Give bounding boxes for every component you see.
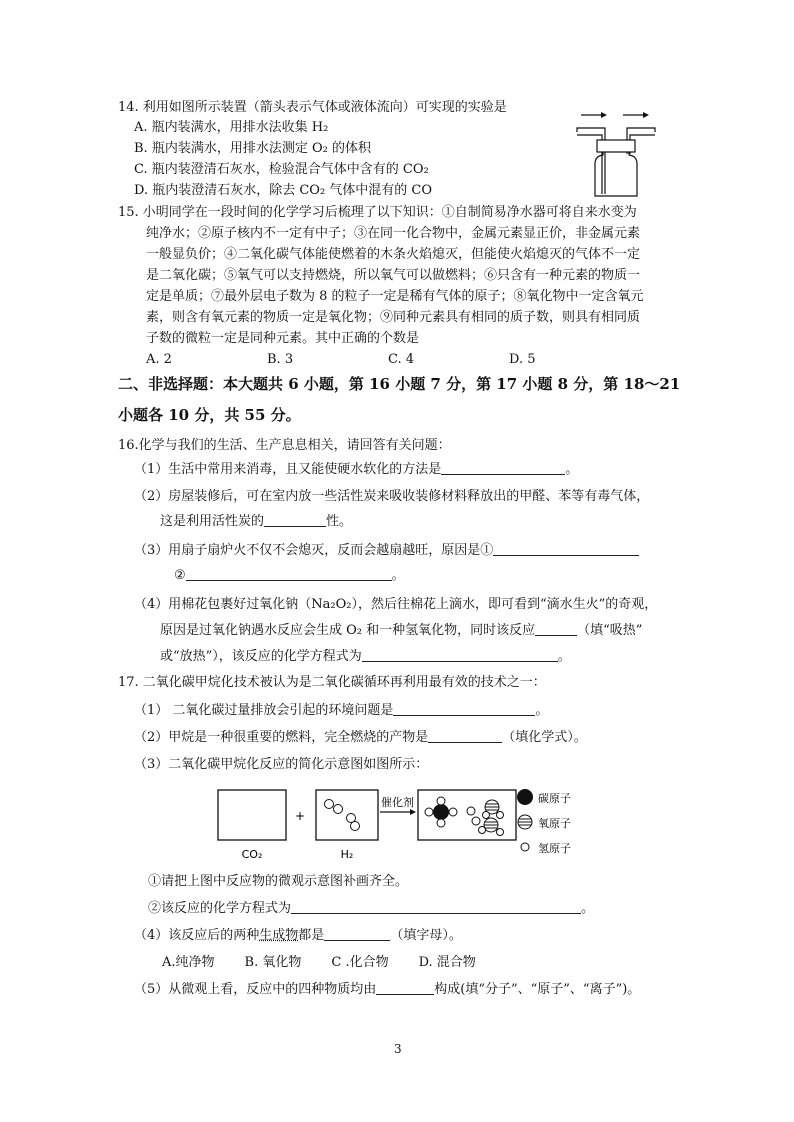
h-atom xyxy=(497,829,504,836)
legend-carbon-label: 碳原子 xyxy=(538,792,571,805)
q16-part-2-blank[interactable] xyxy=(264,512,326,527)
q17-part-4-options xyxy=(162,953,506,973)
q15-line-7: 子数的微粒一定是同种元素。其中正确的个数是 xyxy=(146,331,420,346)
q16-part-4c: 或“放热”），该反应的化学方程式为 。 xyxy=(160,649,571,664)
q17-part-2 xyxy=(134,728,587,748)
q14-option-b: B. 瓶内装满水，用排水法测定 O₂ 的体积 xyxy=(134,141,371,156)
q16-part-2b-end: 性。 xyxy=(326,514,353,529)
q16-part-1: （1）生活中常用来消毒，且又能使硬水软化的方法是 。 xyxy=(134,462,579,477)
q16-part-4c-text: 或“放热”），该反应的化学方程式为 xyxy=(160,649,362,664)
q15-line-6: 素，则含有氧元素的物质一定是氧化物；⑨同种元素具有相同的质子数，则具有相同质 xyxy=(146,310,641,325)
h-atom xyxy=(497,812,504,819)
q16-part-3-blank-1[interactable] xyxy=(493,541,639,556)
page-number: 3 xyxy=(394,1042,402,1056)
q17-part-4-pre: （4）该反应后的两种 xyxy=(134,928,260,943)
q16-part-1-blank[interactable] xyxy=(441,460,565,475)
h-atom xyxy=(449,808,457,816)
q16-part-3b: ② 。 xyxy=(174,568,405,583)
q17-part-2-blank[interactable] xyxy=(428,728,502,743)
legend-hydrogen-symbol xyxy=(521,843,529,851)
h-atom xyxy=(437,797,445,805)
legend-oxygen-label: 氧原子 xyxy=(538,817,571,830)
q16-part-2a: （2）房屋装修后，可在室内放一些活性炭来吸收装修材料释放出的甲醛、苯等有毒气体， xyxy=(134,489,650,504)
catalyst-label: 催化剂 xyxy=(381,796,414,809)
q16-part-1-text: （1）生活中常用来消毒，且又能使硬水软化的方法是 xyxy=(134,462,442,477)
q15-line-3: 一般显负价；④二氧化碳气体能使燃着的木条火焰熄灭，但能使火焰熄灭的气体不一定 xyxy=(146,247,641,262)
q17-part-5-text: （5）从微观上看，反应中的四种物质均由 xyxy=(134,982,377,997)
h-atom xyxy=(334,805,343,814)
q16-part-4b xyxy=(160,621,642,641)
q16-part-2b-text: 这是利用活性炭的 xyxy=(160,514,265,529)
q16-part-4b-end: （填“吸热” xyxy=(577,623,643,638)
co2-label: CO₂ xyxy=(241,848,263,861)
q14-option-c: C. 瓶内装澄清石灰水，检验混合气体中含有的 CO₂ xyxy=(134,162,429,177)
q16-stem: 16.化学与我们的生活、生产息息相关，请回答有关问题： xyxy=(118,438,451,453)
q17-part-1-blank[interactable] xyxy=(393,701,535,716)
q17-sub-1: ①请把上图中反应物的微观示意图补画齐全。 xyxy=(148,874,409,889)
plus-sign: + xyxy=(294,809,306,823)
q16-part-2b xyxy=(160,512,352,532)
section-heading-line-1: 二、非选择题：本大题共 6 小题，第 16 小题 7 分，第 17 小题 8 分，第 18～21 xyxy=(118,375,681,393)
q17-stem: 17. 二氧化碳甲烷化技术被认为是二氧化碳循环再利用最有效的技术之一： xyxy=(118,675,546,690)
q17-part-4-blank[interactable] xyxy=(324,926,390,941)
q14-stem: 14. 利用如图所示装置（箭头表示气体或液体流向）可实现的实验是 xyxy=(118,100,507,115)
q17-part-2-text: （2）甲烷是一种很重要的燃料，完全燃烧的产物是 xyxy=(134,730,429,745)
q16-part-3a xyxy=(134,541,639,561)
q16-part-4-blank-1[interactable] xyxy=(535,621,577,636)
q17-part-5 xyxy=(134,980,640,1000)
h-atom xyxy=(437,819,445,827)
h-atom xyxy=(472,817,480,825)
h-atom xyxy=(325,800,334,809)
q16-part-3-blank-2[interactable] xyxy=(186,566,392,581)
q17-option-a: A.纯净物 xyxy=(162,955,215,970)
q17-part-2-end: （填化学式）。 xyxy=(502,730,587,745)
q16-part-3a-text: （3）用扇子扇炉火不仅不会熄灭，反而会越扇越旺，原因是① xyxy=(134,543,494,558)
q14-option-a: A. 瓶内装满水，用排水法收集 H₂ xyxy=(134,120,329,135)
q15-option-a: A. 2 xyxy=(146,352,172,367)
h2-label: H₂ xyxy=(340,848,354,861)
q17-part-4-post: 都是 xyxy=(298,928,325,943)
q17-sub-2: ②该反应的化学方程式为 。 xyxy=(148,901,595,916)
q17-part-1-text: （1） 二氧化碳过量排放会引起的环境问题是 xyxy=(134,703,394,718)
q16-part-4a: （4）用棉花包裹好过氧化钠（Na₂O₂），然后往棉花上滴水，即可看到“滴水生火”的奇观， xyxy=(134,597,658,612)
co2-box xyxy=(218,790,286,840)
q17-part-4 xyxy=(134,926,462,946)
oxygen-atom xyxy=(484,818,498,832)
q15-line-2: 纯净水；②原子核内不一定有中子；③在同一化合物中，金属元素显正价，非金属元素 xyxy=(146,226,641,241)
q17-part-1: （1） 二氧化碳过量排放会引起的环境问题是 。 xyxy=(134,703,549,718)
q17-option-b: B. 氧化物 xyxy=(244,955,302,970)
q17-part-4-end: （填字母）。 xyxy=(390,928,462,943)
h-atom xyxy=(467,807,475,815)
q17-sub-2-blank[interactable] xyxy=(291,899,581,914)
q17-option-c: C .化合物 xyxy=(331,955,389,970)
reaction-diagram xyxy=(210,782,590,866)
h-atom xyxy=(351,822,360,831)
h-atom xyxy=(483,812,490,819)
q15-line-4: 是二氧化碳；⑤氧气可以支持燃烧，所以氧气可以做燃料；⑥只含有一种元素的物质一 xyxy=(146,268,641,283)
q17-option-d: D. 混合物 xyxy=(418,955,476,970)
legend-oxygen-symbol xyxy=(518,815,532,829)
q15-options xyxy=(146,350,630,370)
legend-hydrogen-label: 氢原子 xyxy=(538,842,571,855)
gas-bottle-figure xyxy=(575,106,660,201)
q15-option-b: B. 3 xyxy=(267,352,294,367)
q16-part-4b-text: 原因是过氧化钠遇水反应会生成 O₂ 和一种氢氧化物，同时该反应 xyxy=(160,623,536,638)
q15-line-5: 定是单质；⑦最外层电子数为 8 的粒子一定是稀有气体的原子；⑧氧化物中一定含氧元 xyxy=(146,289,644,304)
q17-part-3: （3）二氧化碳甲烷化反应的简化示意图如图所示： xyxy=(134,757,429,772)
q14-option-d: D. 瓶内装澄清石灰水，除去 CO₂ 气体中混有的 CO xyxy=(134,183,433,198)
q15-option-d: D. 5 xyxy=(509,352,536,367)
h-atom xyxy=(479,827,486,834)
q17-part-5-blank[interactable] xyxy=(376,980,434,995)
section-heading-line-2: 小题各 10 分，共 55 分。 xyxy=(118,406,301,424)
q15-option-c: C. 4 xyxy=(388,352,415,367)
carbon-atom xyxy=(433,804,449,820)
h-atom xyxy=(425,808,433,816)
legend-carbon-symbol xyxy=(517,789,533,805)
q15-line-1: 15. 小明同学在一段时间的化学学习后梳理了以下知识：①自制简易净水器可将自来水变为 xyxy=(118,205,637,220)
q17-sub-2-text: ②该反应的化学方程式为 xyxy=(148,901,292,916)
q16-part-4-blank-2[interactable] xyxy=(362,647,558,662)
q16-part-3b-text: ② xyxy=(174,568,186,583)
q17-part-5-end: 构成(填“分子”、“原子”、“离子”)。 xyxy=(434,982,641,997)
q17-part-4-emphasis: 生成物 xyxy=(259,928,299,943)
